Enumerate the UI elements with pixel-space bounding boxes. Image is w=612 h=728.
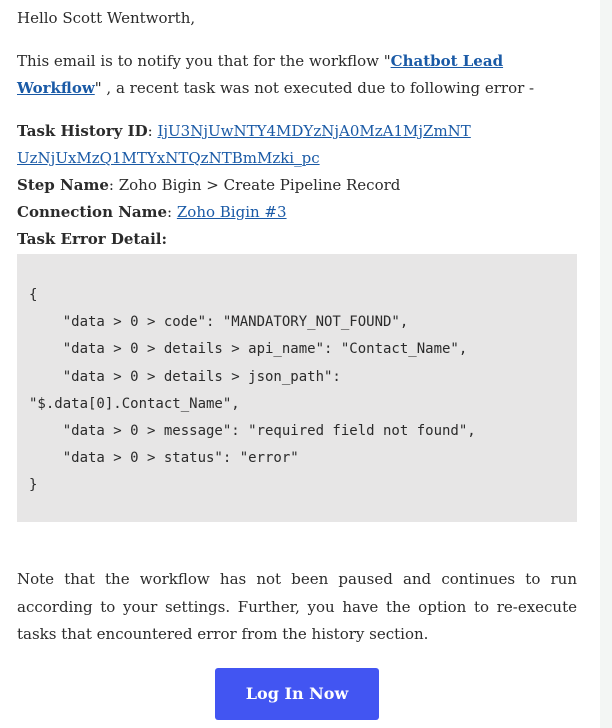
task-history-row-2 xyxy=(17,145,577,172)
step-label: Step Name xyxy=(17,176,109,194)
intro-suffix: " , a recent task was not executed due to following error - xyxy=(94,79,535,97)
error-json: { "data > 0 > code": "MANDATORY_NOT_FOUND", "data > 0 > details > api_name": "Contact_Name", "data > 0 > details > json_path": "$.data[0].Contact_Name", "data > 0 > message": "required field not found", "data > 0 > status": "error" } xyxy=(29,287,476,494)
connection-row xyxy=(17,199,577,226)
task-history-label: Task History ID xyxy=(17,122,148,140)
connection-link[interactable]: Zoho Bigin #3 xyxy=(176,203,287,221)
intro-paragraph xyxy=(17,48,577,102)
step-value: Zoho Bigin > Create Pipeline Record xyxy=(118,176,401,194)
log-in-button[interactable]: Log In Now xyxy=(215,668,379,720)
task-history-row xyxy=(17,118,577,145)
right-edge-strip xyxy=(600,0,612,728)
error-detail-row xyxy=(17,226,577,253)
workflow-link[interactable]: Chatbot Lead Workflow xyxy=(17,52,504,97)
step-row xyxy=(17,172,577,199)
task-meta xyxy=(17,118,577,253)
note-paragraph: Note that the workflow has not been paused and continues to run according to your settings. Further, you have the option to re-execute tasks that encountered error from the history section. xyxy=(17,570,577,643)
task-history-sep: : xyxy=(147,122,158,140)
connection-label: Connection Name xyxy=(17,203,168,221)
error-detail-label: Task Error Detail: xyxy=(17,230,168,248)
connection-sep: : xyxy=(167,203,177,221)
error-code-block xyxy=(17,254,577,522)
task-history-id-link[interactable]: IjU3NjUwNTY4MDYzNjA0MzA1MjZmNT xyxy=(157,122,471,140)
greeting: Hello Scott Wentworth, xyxy=(17,9,196,27)
task-history-id-link-cont[interactable]: UzNjUxMzQ1MTYxNTQzNTBmMzki_pc xyxy=(17,149,320,167)
step-sep: : xyxy=(108,176,119,194)
intro-prefix: This email is to notify you that for the workflow " xyxy=(17,52,391,70)
